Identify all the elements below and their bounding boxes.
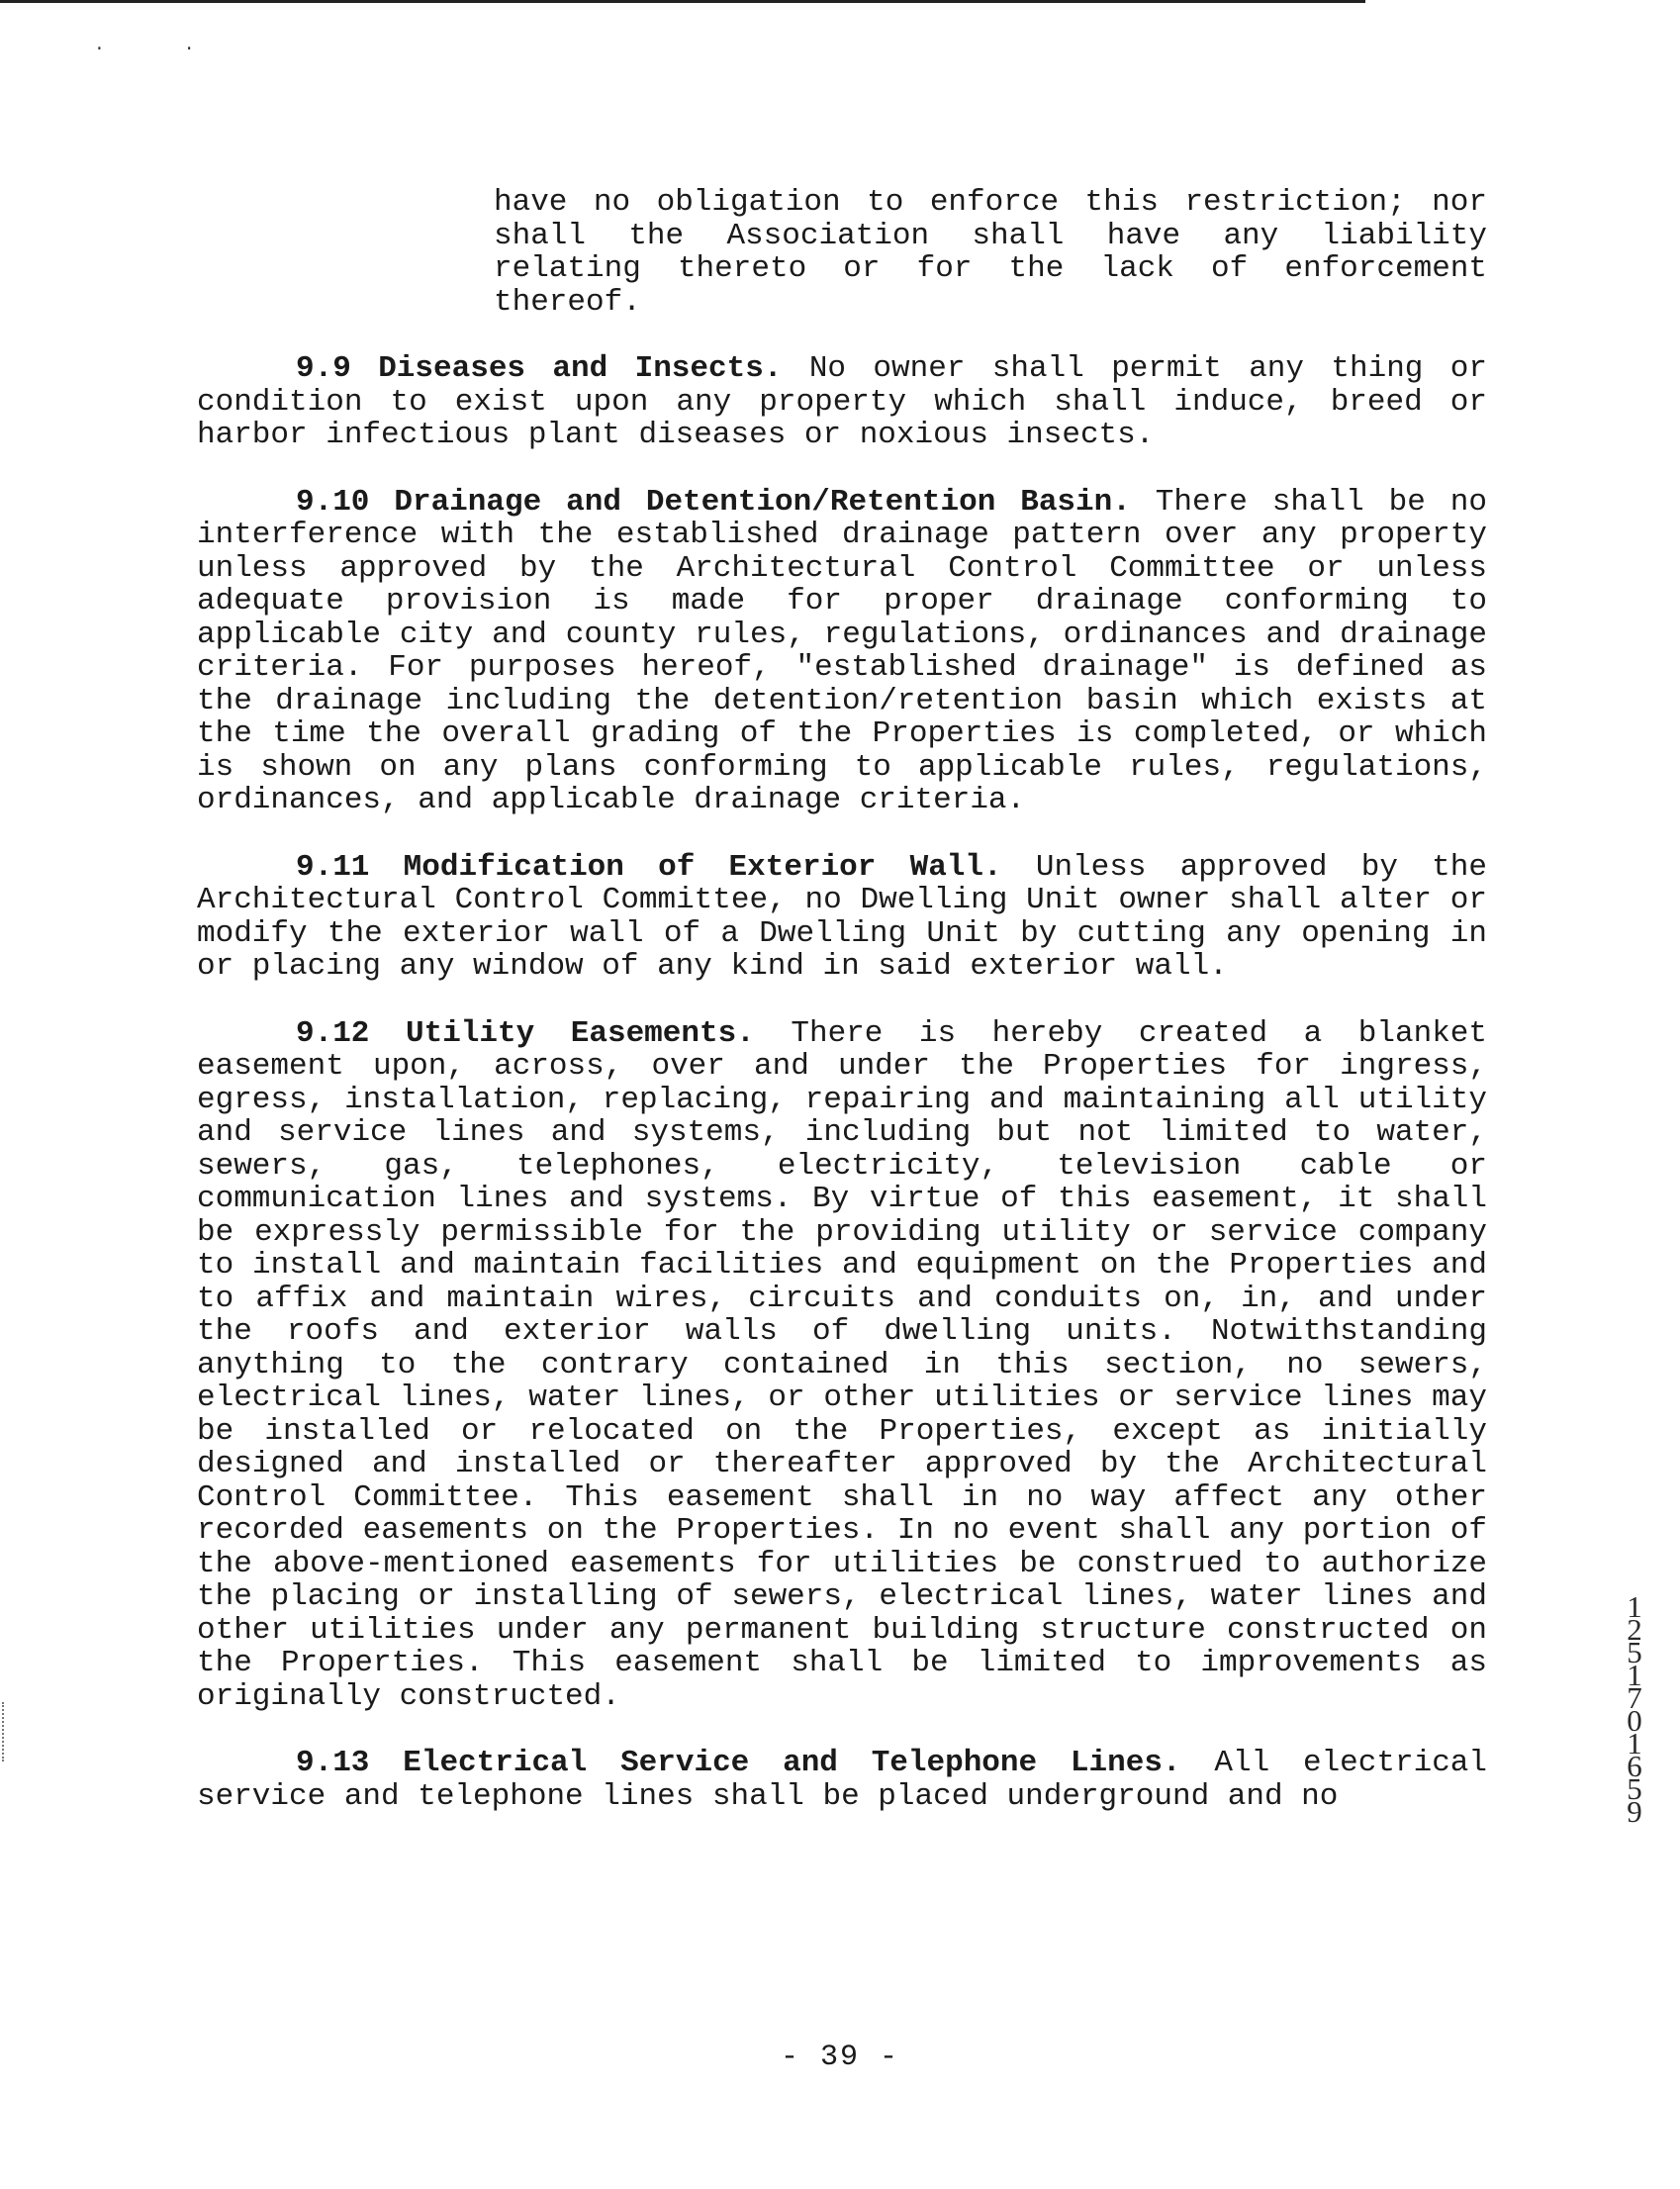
section-title: Electrical Service and Telephone Lines. bbox=[403, 1746, 1181, 1780]
page-number: - 39 - bbox=[780, 2041, 900, 2074]
top-border-rule bbox=[0, 0, 1365, 3]
section-9-10 bbox=[197, 486, 1487, 817]
section-title: Utility Easements. bbox=[405, 1015, 755, 1051]
section-title: Drainage and Detention/Retention Basin. bbox=[394, 484, 1131, 520]
section-number: 9.10 bbox=[296, 484, 370, 520]
section-body: All electrical service and telephone lines shall be placed underground and no bbox=[197, 1746, 1487, 1814]
section-9-11 bbox=[197, 851, 1487, 984]
section-9-12 bbox=[197, 1017, 1487, 1714]
section-body: No owner shall permit any thing or condition to exist upon any property which shall induce, breed or harbor infectious plant diseases or noxious insects. bbox=[197, 351, 1487, 452]
document-page bbox=[197, 186, 1487, 1847]
section-body: There shall be no interference with the established drainage pattern over any property unless approved by the Architectural Control Committee or unless adequate provision is made for proper drainage conforming to applicable city and county rules, regulations, ordinances and drainage criteria. For purposes hereof, "established drainage" is defined as the drainage including the detention/retention basin which exists at the time the overall grading of the Properties is completed, or which is shown on any plans conforming to applicable rules, regulations, ordinances, and applicable drainage criteria. bbox=[197, 484, 1487, 817]
recording-stamp: 12517 01659 bbox=[1627, 1589, 1642, 1829]
section-title: Modification of Exterior Wall. bbox=[403, 849, 1002, 885]
section-body: There is hereby created a blanket easement upon, across, over and under the Properties for ingress, egress, installation, replacing, repairing and maintaining all utility and service lines and systems, including but not limited to water, sewers, gas, telephones, electricity, television cable or communication lines and systems. By virtue of this easement, it shall be expressly permissible for the providing utility or service company to install and maintain facilities and equipment on the Properties and to affix and maintain wires, circuits and conduits on, in, and under the roofs and exterior walls of dwelling units. Notwithstanding anything to the contrary contained in this section, no sewers, electrical lines, water lines, or other utilities or service lines may be installed or relocated on the Properties, except as initially designed and installed or thereafter approved by the Architectural Control Committee. This easement shall in no way affect any other recorded easements on the Properties. In no event shall any portion of the above-mentioned easements for utilities be construed to authorize the placing or installing of sewers, electrical lines, water lines and other utilities under any permanent building structure constructed on the Properties. This easement shall be limited to improvements as originally constructed. bbox=[197, 1015, 1488, 1714]
section-number: 9.13 bbox=[296, 1746, 370, 1780]
section-9-9 bbox=[197, 352, 1487, 452]
section-number: 9.11 bbox=[296, 849, 370, 885]
scan-margin-marks bbox=[2, 1702, 6, 1761]
scan-specks: ·· bbox=[94, 40, 274, 59]
section-body: Unless approved by the Architectural Control Committee, no Dwelling Unit owner shall alter or modify the exterior wall of a Dwelling Unit by cutting any opening in or placing any window of any kind in said exterior wall. bbox=[197, 849, 1487, 984]
section-number: 9.12 bbox=[296, 1015, 370, 1051]
section-number: 9.9 bbox=[296, 351, 351, 386]
section-9-13 bbox=[197, 1747, 1487, 1813]
continuation-paragraph: have no obligation to enforce this restriction; nor shall the Association shall have any liability relating thereto or for the lack of enforcement thereof. bbox=[494, 185, 1487, 320]
section-title: Diseases and Insects. bbox=[378, 351, 783, 386]
